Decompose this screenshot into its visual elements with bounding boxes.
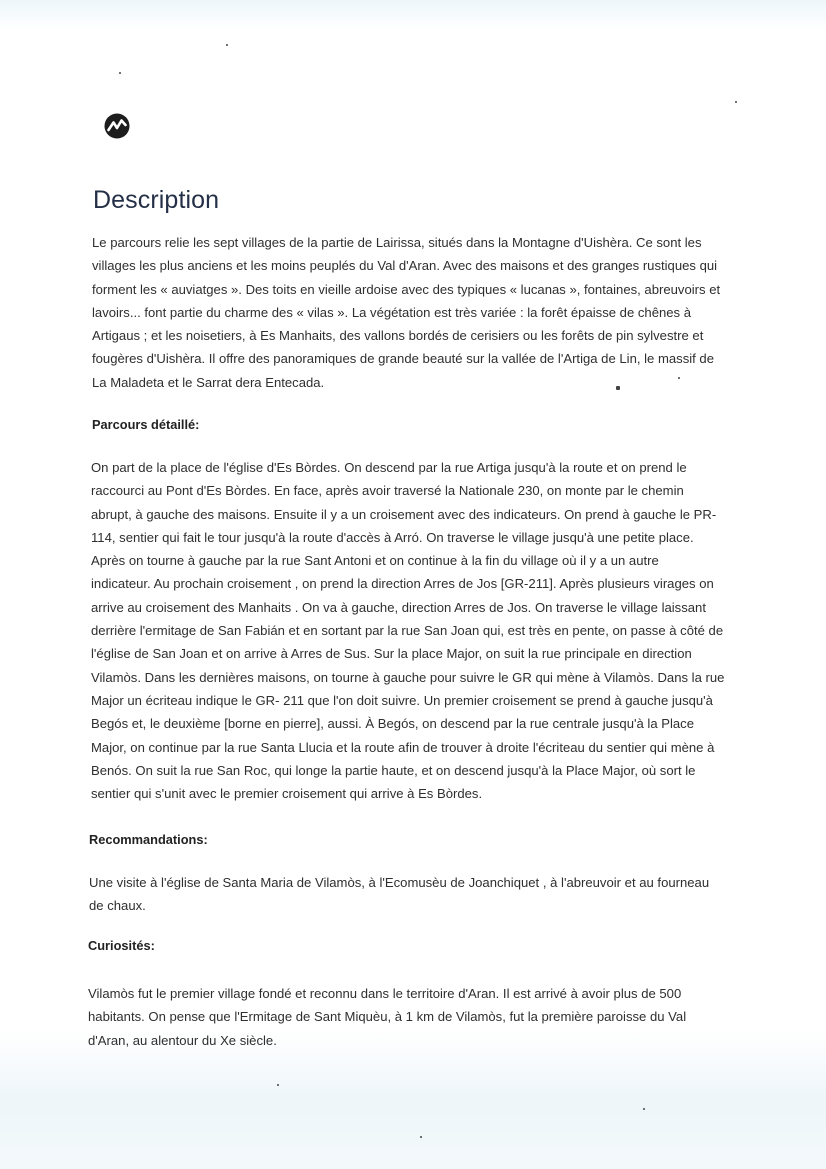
text-line: La Maladeta et le Sarrat dera Entecada.	[92, 374, 325, 390]
text-line: Vilamòs fut le premier village fondé et reconnu dans le territoire d'Aran. Il est arrivé à avoir plus de 500	[88, 986, 682, 1001]
text-line: de chaux.	[89, 898, 146, 914]
text-line: habitants. On pense que l'Ermitage de Sant Miquèu, à 1 km de Vilamòs, fut la première paroisse du Val	[88, 1009, 687, 1025]
text-line: forment les « auviatges ». Des toits en vieille ardoise avec des typiques « lucanas », fontaines, abreuvoirs et	[92, 281, 721, 297]
text-line: lavoirs... font partie du charme des « vilas ». La végétation est très variée : la forêt épaisse de chênes à	[92, 304, 692, 320]
text-line: arrive au croisement des Manhaits . On va à gauche, direction Arres de Jos. On traverse le village laissant	[91, 599, 706, 615]
text-line: d'Aran, au alentour du Xe siècle.	[88, 1032, 277, 1048]
text-line: sentier qui s'unit avec le premier croisement qui arrive à Es Bòrdes.	[91, 786, 483, 802]
section-heading-curiosites: Curiosités:	[88, 938, 155, 953]
text-line: indicateur. Au prochain croisement , on prend la direction Arres de Jos [GR-211]. Après plusieurs virages on	[91, 576, 714, 592]
text-line: Artigaus ; et les noisetiers, à Es Manhaits, des vallons bordés de cerisiers ou les forêts de pin sylvestre et	[92, 328, 704, 344]
recommandations-paragraph	[89, 871, 709, 918]
text-line: Major un écriteau indique le GR- 211 que l'on doit suivre. Un premier croisement se prend à gauche jusqu'à	[91, 692, 713, 708]
wikiloc-trail-logo-icon	[104, 113, 130, 139]
text-line: Après on tourne à gauche par la rue Sant Antoni et on continue à la fin du village où il y a un autre	[91, 553, 659, 569]
text-line: 114, sentier qui fait le tour jusqu'à la route d'accès à Arró. On traverse le village jusqu'à une petite place.	[91, 529, 694, 545]
parcours-paragraph	[91, 456, 724, 805]
section-heading-recommandations: Recommandations:	[89, 832, 208, 847]
text-line: Major, on continue par la rue Santa Llucia et la route afin de trouver à droite l'écriteau du sentier qui mène à	[91, 739, 715, 755]
text-line: Begós et, le deuxième [borne en pierre], aussi. À Begós, on descend par la rue centrale jusqu'à la Place	[91, 716, 694, 732]
text-line: villages les plus anciens et les moins peuplés du Val d'Aran. Avec des maisons et des granges rustiques qui	[92, 258, 718, 274]
scan-speck	[226, 44, 228, 46]
text-line: fougères d'Uishèra. Il offre des panoramiques de grande beauté sur la vallée de l'Artiga de Lin, le massif de	[92, 351, 714, 367]
scan-speck	[616, 386, 620, 390]
intro-paragraph	[92, 231, 720, 394]
text-line: Une visite à l'église de Santa Maria de Vilamòs, à l'Ecomusèu de Joanchiquet , à l'abreuvoir et au fourneau	[89, 875, 710, 890]
text-line: Le parcours relie les sept villages de la partie de Lairissa, situés dans la Montagne d'Uishèra. Ce sont les	[92, 235, 702, 250]
scan-speck	[119, 72, 121, 74]
text-line: abrupt, à gauche des maisons. Ensuite il y a un croisement avec des indicateurs. On prend à gauche le PR-	[91, 506, 717, 522]
text-line: l'église de San Joan et on arrive à Arres de Sus. Sur la place Major, on suit la rue principale en direction	[91, 646, 692, 662]
text-line: derrière l'ermitage de San Fabián et en sortant par la rue San Joan qui, est très en pente, on passe à côté de	[91, 623, 724, 639]
scan-speck	[735, 101, 737, 103]
text-line: On part de la place de l'église d'Es Bòrdes. On descend par la rue Artiga jusqu'à la route et on prend le	[91, 460, 687, 475]
text-line: Benós. On suit la rue San Roc, qui longe la partie haute, et on descend jusqu'à la Place Major, où sort le	[91, 762, 696, 778]
section-heading-parcours: Parcours détaillé:	[92, 417, 200, 432]
scan-speck	[643, 1108, 645, 1110]
curiosites-paragraph	[88, 982, 686, 1052]
text-line: raccourci au Pont d'Es Bòrdes. En face, après avoir traversé la Nationale 230, on monte par le chemin	[91, 483, 684, 499]
page-title: Description	[93, 186, 220, 214]
scan-speck	[678, 377, 680, 379]
scan-speck	[420, 1136, 422, 1138]
text-line: Vilamòs. Dans les dernières maisons, on tourne à gauche pour suivre le GR qui mène à Vilamòs. Dans la rue	[91, 669, 725, 685]
scan-speck	[277, 1084, 279, 1086]
